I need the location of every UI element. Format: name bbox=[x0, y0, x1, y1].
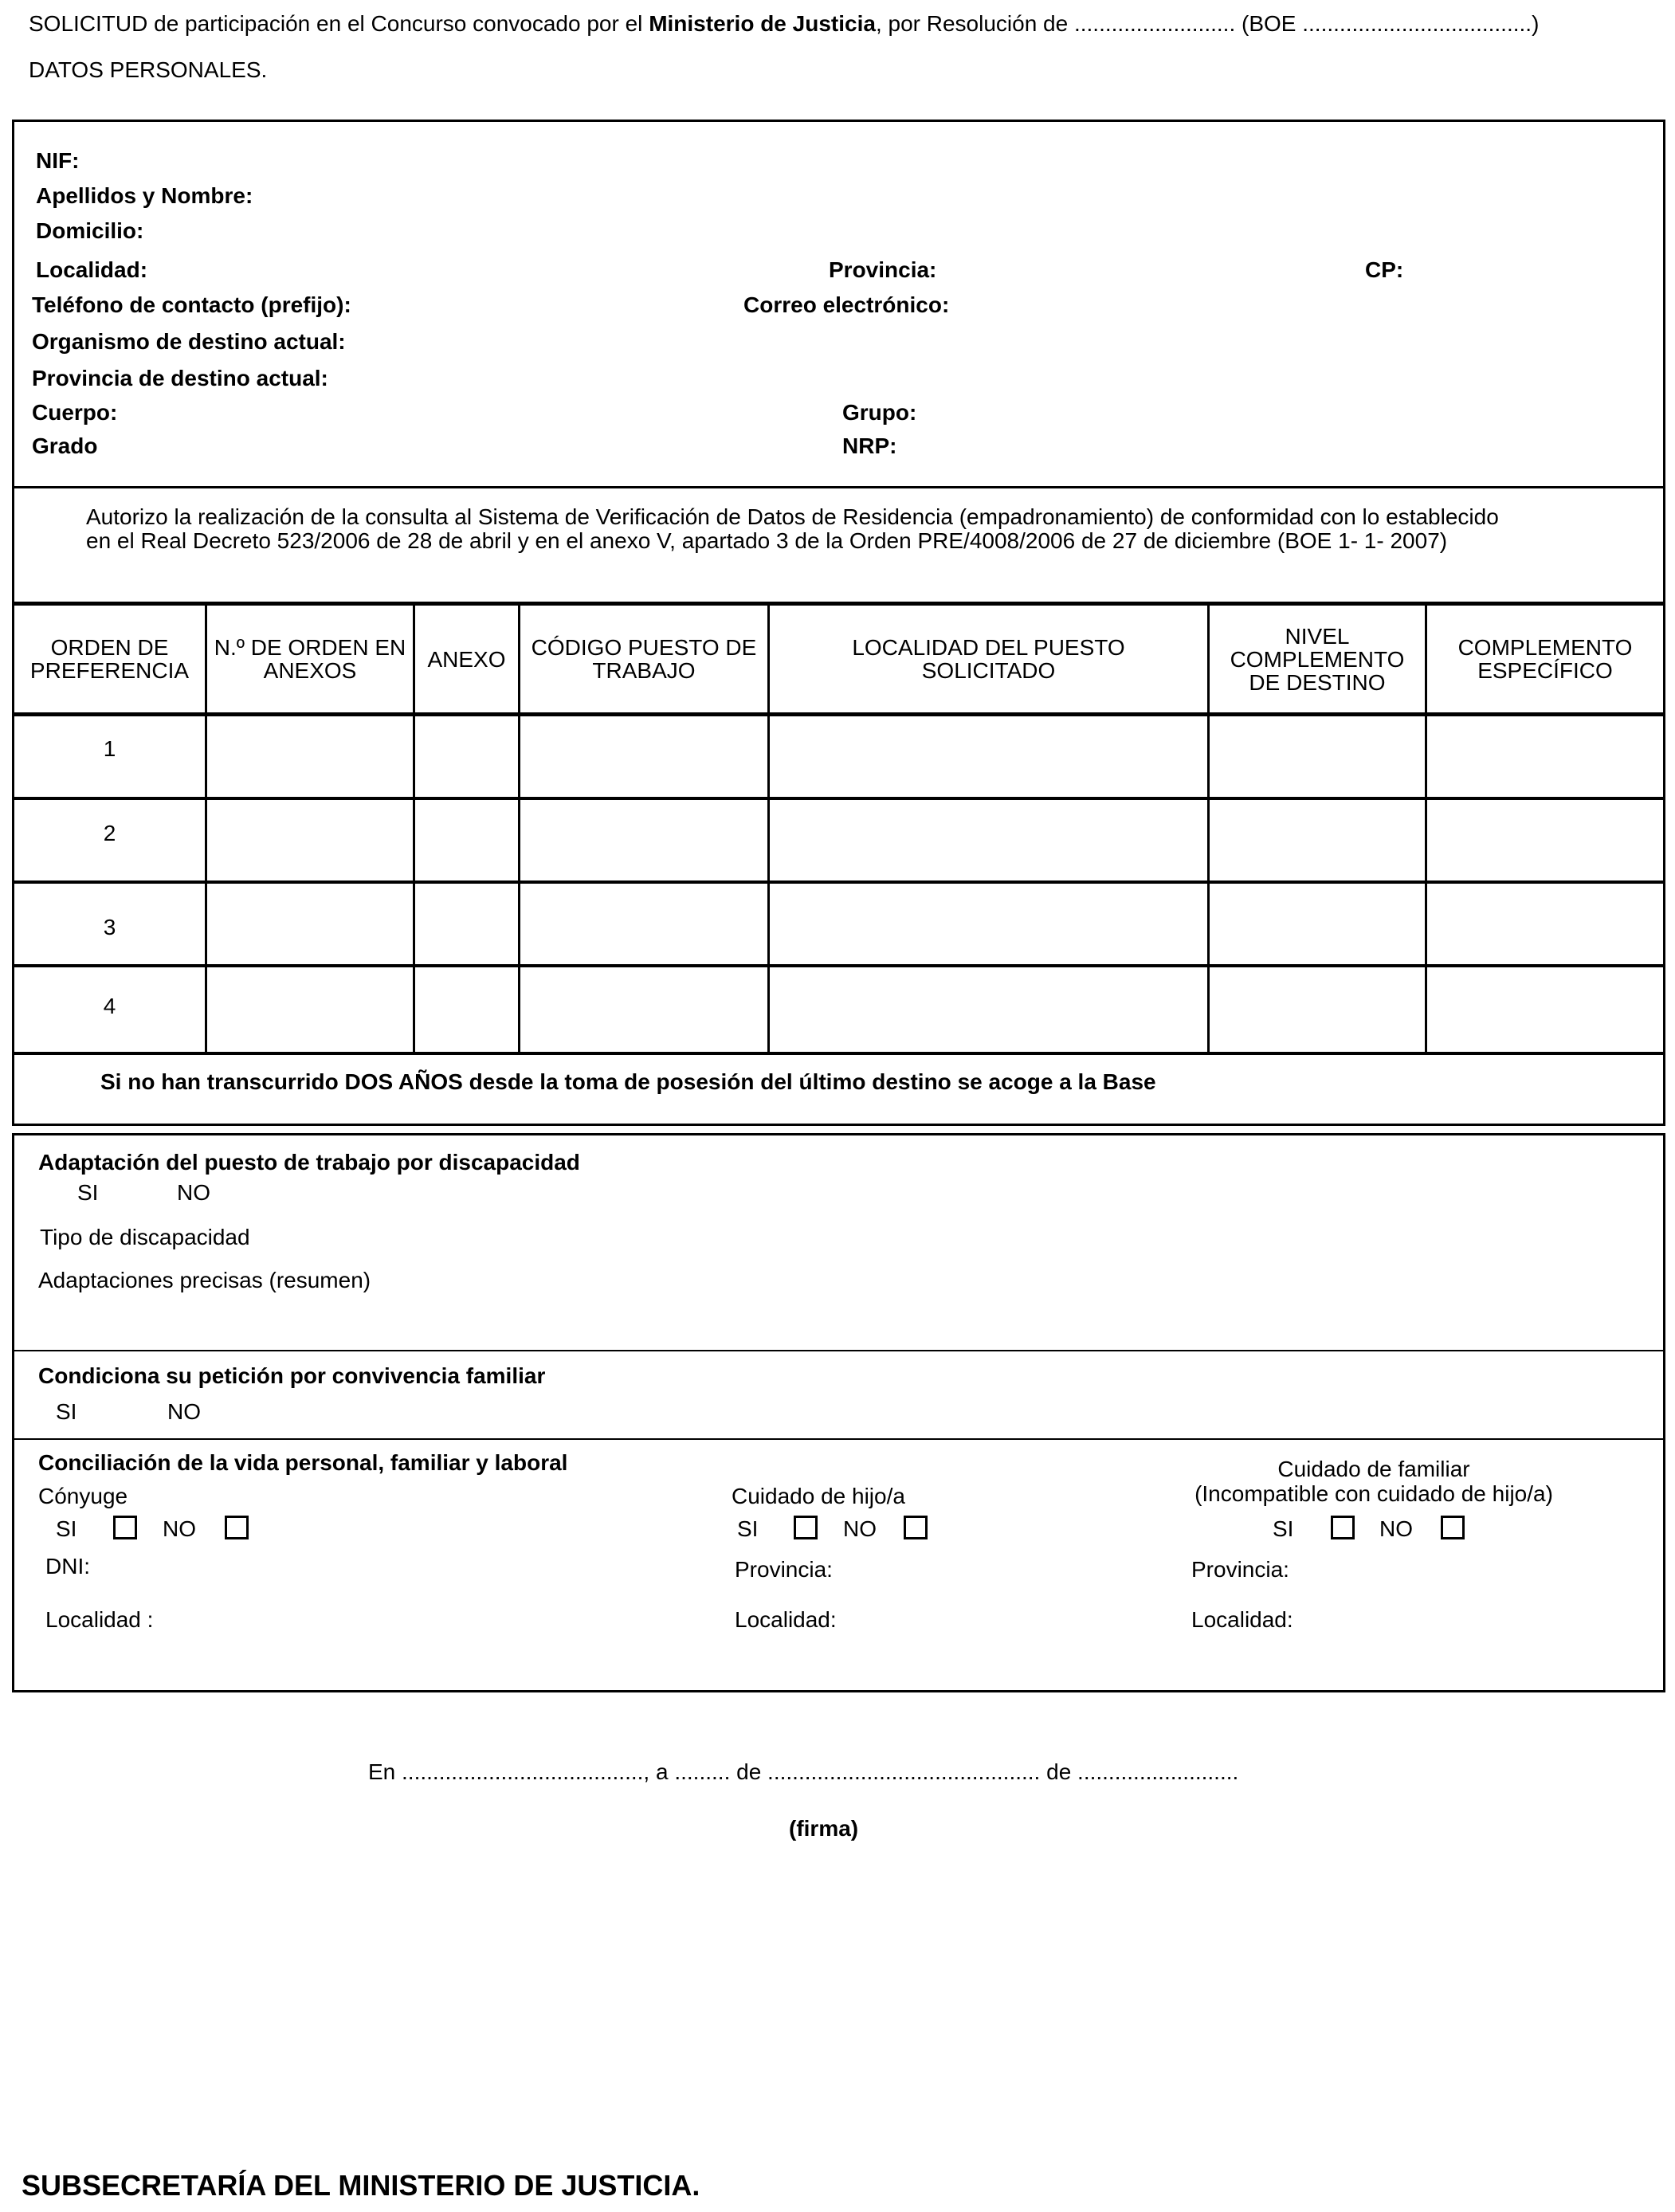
adaptations-label: Adaptaciones precisas (resumen) bbox=[38, 1268, 371, 1292]
table-row-border bbox=[12, 880, 1665, 884]
hijo-no-checkbox[interactable] bbox=[904, 1516, 928, 1539]
date-line: En ......................................., a ......... de ............................................ de .......................... bbox=[368, 1759, 1239, 1784]
divider bbox=[12, 486, 1665, 488]
label-grupo: Grupo: bbox=[842, 400, 917, 425]
label-domicilio: Domicilio: bbox=[36, 218, 144, 243]
table-row-number: 4 bbox=[103, 994, 116, 1018]
hijo-localidad-label: Localidad: bbox=[735, 1607, 837, 1632]
consent-text bbox=[86, 505, 1499, 553]
conyuge-no-checkbox[interactable] bbox=[225, 1516, 249, 1539]
label-telefono: Teléfono de contacto (prefijo): bbox=[32, 292, 351, 317]
table-row-border bbox=[12, 797, 1665, 800]
label-localidad: Localidad: bbox=[36, 257, 148, 282]
consent-line-1: Autorizo la realización de la consulta al Sistema de Verificación de Datos de Residencia (empadronamiento) de conformidad con lo establecido bbox=[86, 504, 1499, 529]
col-header-nivel: NIVEL COMPLEMENTO DE DESTINO bbox=[1230, 623, 1405, 695]
familiar-no-checkbox[interactable] bbox=[1441, 1516, 1465, 1539]
familiar-localidad-label: Localidad: bbox=[1191, 1607, 1293, 1632]
divider bbox=[12, 1350, 1665, 1351]
table-header-border bbox=[12, 712, 1665, 716]
table-row-number: 1 bbox=[103, 736, 116, 761]
convivencia-si[interactable]: SI bbox=[56, 1399, 77, 1424]
familiar-no-label: NO bbox=[1379, 1516, 1413, 1541]
col-header-numero: N.º DE ORDEN EN ANEXOS bbox=[214, 635, 406, 683]
disability-no[interactable]: NO bbox=[177, 1180, 210, 1205]
table-row-border bbox=[12, 964, 1665, 967]
conyuge-si-label: SI bbox=[56, 1516, 77, 1541]
label-provincia: Provincia: bbox=[829, 257, 937, 282]
disability-si[interactable]: SI bbox=[77, 1180, 99, 1205]
conciliacion-title: Conciliación de la vida personal, familiar y laboral bbox=[38, 1450, 568, 1475]
col-header-localidad: LOCALIDAD DEL PUESTO SOLICITADO bbox=[852, 635, 1125, 683]
label-correo: Correo electrónico: bbox=[743, 292, 950, 317]
header-line bbox=[29, 11, 1539, 37]
familiar-si-checkbox[interactable] bbox=[1331, 1516, 1355, 1539]
disability-title: Adaptación del puesto de trabajo por discapacidad bbox=[38, 1150, 580, 1175]
hijo-label: Cuidado de hijo/a bbox=[732, 1484, 905, 1508]
conyuge-localidad-label: Localidad : bbox=[45, 1607, 154, 1632]
col-header-anexo: ANEXO bbox=[427, 646, 506, 672]
hijo-no-label: NO bbox=[843, 1516, 877, 1541]
label-organismo: Organismo de destino actual: bbox=[32, 329, 346, 354]
table-row-number: 2 bbox=[103, 821, 116, 845]
table-bottom-border bbox=[12, 1052, 1665, 1055]
footer-subsecretaria: SUBSECRETARÍA DEL MINISTERIO DE JUSTICIA. bbox=[22, 2169, 700, 2202]
hijo-provincia-label: Provincia: bbox=[735, 1557, 833, 1582]
header-text-end: , por Resolución de .......................... (BOE .....................................) bbox=[875, 11, 1540, 36]
consent-line-2: en el Real Decreto 523/2006 de 28 de abril y en el anexo V, apartado 3 de la Orden PRE/4008/2006 de 27 de diciembre (BOE 1- 1- 2007) bbox=[86, 528, 1448, 553]
base-note: Si no han transcurrido DOS AÑOS desde la toma de posesión del último destino se acoge a la Base bbox=[100, 1069, 1156, 1094]
familiar-provincia-label: Provincia: bbox=[1191, 1557, 1289, 1582]
label-grado: Grado bbox=[32, 433, 98, 458]
familiar-label bbox=[1183, 1457, 1565, 1506]
adaptation-box bbox=[12, 1133, 1665, 1692]
conyuge-si-checkbox[interactable] bbox=[113, 1516, 137, 1539]
label-nrp: NRP: bbox=[842, 433, 897, 458]
familiar-label-line-1: Cuidado de familiar bbox=[1277, 1457, 1470, 1481]
hijo-si-checkbox[interactable] bbox=[794, 1516, 818, 1539]
conyuge-no-label: NO bbox=[163, 1516, 196, 1541]
divider bbox=[12, 1438, 1665, 1440]
header-text-start: SOLICITUD de participación en el Concurso convocado por el bbox=[29, 11, 649, 36]
table-row-number: 3 bbox=[103, 915, 116, 939]
col-header-codigo: CÓDIGO PUESTO DE TRABAJO bbox=[531, 635, 757, 683]
label-nif: NIF: bbox=[36, 148, 80, 173]
conyuge-label: Cónyuge bbox=[38, 1484, 128, 1508]
familiar-si-label: SI bbox=[1273, 1516, 1294, 1541]
convivencia-no[interactable]: NO bbox=[167, 1399, 201, 1424]
disability-type-label: Tipo de discapacidad bbox=[40, 1225, 250, 1249]
table-top-border bbox=[12, 602, 1665, 606]
section-title: DATOS PERSONALES. bbox=[29, 57, 268, 82]
ministry-name: Ministerio de Justicia bbox=[649, 11, 876, 36]
familiar-label-line-2: (Incompatible con cuidado de hijo/a) bbox=[1194, 1481, 1553, 1506]
label-apellidos: Apellidos y Nombre: bbox=[36, 183, 253, 208]
hijo-si-label: SI bbox=[737, 1516, 759, 1541]
dni-label: DNI: bbox=[45, 1554, 90, 1579]
convivencia-title: Condiciona su petición por convivencia familiar bbox=[38, 1363, 546, 1388]
label-provincia-destino: Provincia de destino actual: bbox=[32, 366, 328, 390]
label-cp: CP: bbox=[1365, 257, 1404, 282]
label-cuerpo: Cuerpo: bbox=[32, 400, 118, 425]
col-header-complemento: COMPLEMENTO ESPECÍFICO bbox=[1457, 635, 1633, 683]
col-header-orden: ORDEN DE PREFERENCIA bbox=[29, 635, 190, 683]
signature-label: (firma) bbox=[789, 1816, 859, 1841]
